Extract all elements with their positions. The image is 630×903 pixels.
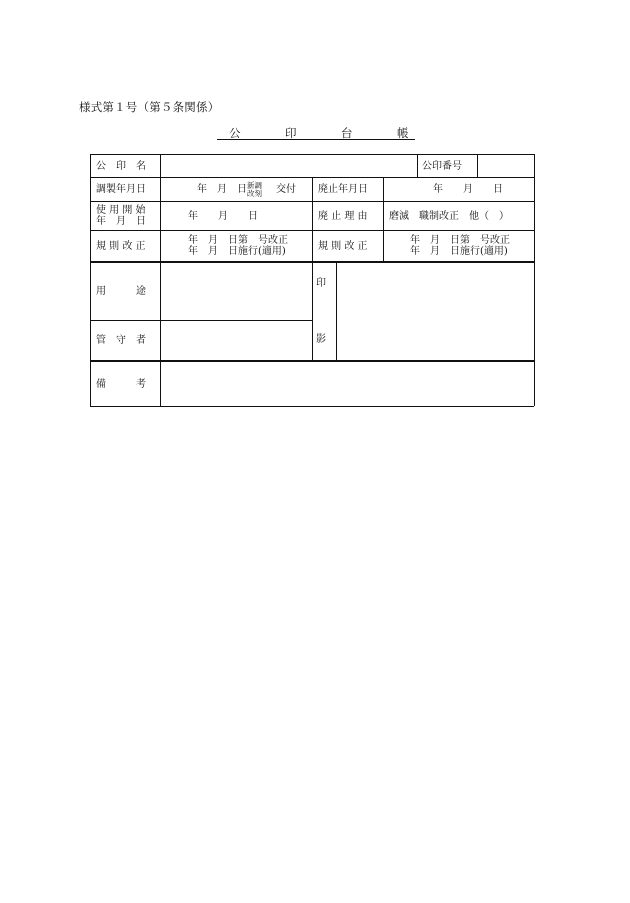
remarks-label: 備 考 bbox=[96, 378, 146, 390]
title-char-4: 帳 bbox=[397, 126, 409, 140]
rule-revision-line2: 年 月 日施行(適用) bbox=[188, 246, 286, 257]
abolish-date-label: 廃止年月日 bbox=[318, 184, 368, 195]
table-bottom-border bbox=[90, 406, 534, 407]
start-date-label-line1: 使 用 開 始 bbox=[96, 205, 146, 216]
new-or-recarved-options bbox=[247, 179, 262, 200]
column-divider bbox=[417, 154, 418, 177]
option-new: 新調 bbox=[247, 180, 262, 190]
table-right-border bbox=[534, 154, 535, 406]
rule-revision-label: 規 則 改 正 bbox=[96, 240, 146, 252]
start-date-value: 年 月 日 bbox=[188, 210, 258, 222]
title-char-3: 台 bbox=[341, 126, 353, 140]
made-date-label: 調製年月日 bbox=[96, 184, 146, 195]
abolish-reason-label: 廃 止 理 由 bbox=[318, 210, 368, 222]
issue-label: 交付 bbox=[276, 184, 296, 195]
column-divider bbox=[336, 262, 337, 360]
column-divider bbox=[383, 177, 384, 261]
column-divider bbox=[312, 262, 313, 360]
keeper-label: 管 守 者 bbox=[96, 335, 146, 346]
rule-revision-value-right bbox=[410, 231, 510, 261]
column-divider bbox=[477, 154, 478, 177]
abolish-date-value: 年 月 日 bbox=[433, 184, 503, 195]
start-date-label bbox=[96, 202, 146, 230]
rule-revision-right-line1: 年 月 日第 号改正 bbox=[410, 235, 510, 246]
abolish-reason-options: 磨滅 職制改正 他（ ） bbox=[389, 210, 509, 222]
rule-revision-label-right: 規 則 改 正 bbox=[318, 240, 368, 252]
made-date-value: 年 月 日 bbox=[197, 184, 247, 195]
form-number-label: 様式第１号（第５条関係） bbox=[79, 100, 220, 114]
page-title bbox=[217, 125, 415, 140]
title-char-1: 公 bbox=[229, 126, 241, 140]
start-date-label-line2: 年 月 日 bbox=[96, 216, 146, 227]
imprint-label-bottom: 影 bbox=[316, 333, 326, 345]
title-char-2: 印 bbox=[285, 126, 297, 140]
rule-revision-line1: 年 月 日第 号改正 bbox=[188, 235, 288, 246]
imprint-label-top: 印 bbox=[316, 277, 326, 289]
table-top-border bbox=[90, 154, 534, 155]
usage-label: 用 途 bbox=[96, 286, 146, 297]
rule-revision-right-line2: 年 月 日施行(適用) bbox=[410, 246, 508, 257]
seal-name-label: 公 印 名 bbox=[96, 161, 146, 172]
seal-number-label: 公印番号 bbox=[422, 161, 462, 172]
column-divider bbox=[312, 177, 313, 261]
rule-revision-value bbox=[188, 231, 288, 261]
table-left-border bbox=[90, 154, 91, 406]
row-divider-double bbox=[90, 360, 534, 362]
column-divider bbox=[160, 154, 161, 406]
option-recarved: 改刻 bbox=[247, 188, 262, 198]
